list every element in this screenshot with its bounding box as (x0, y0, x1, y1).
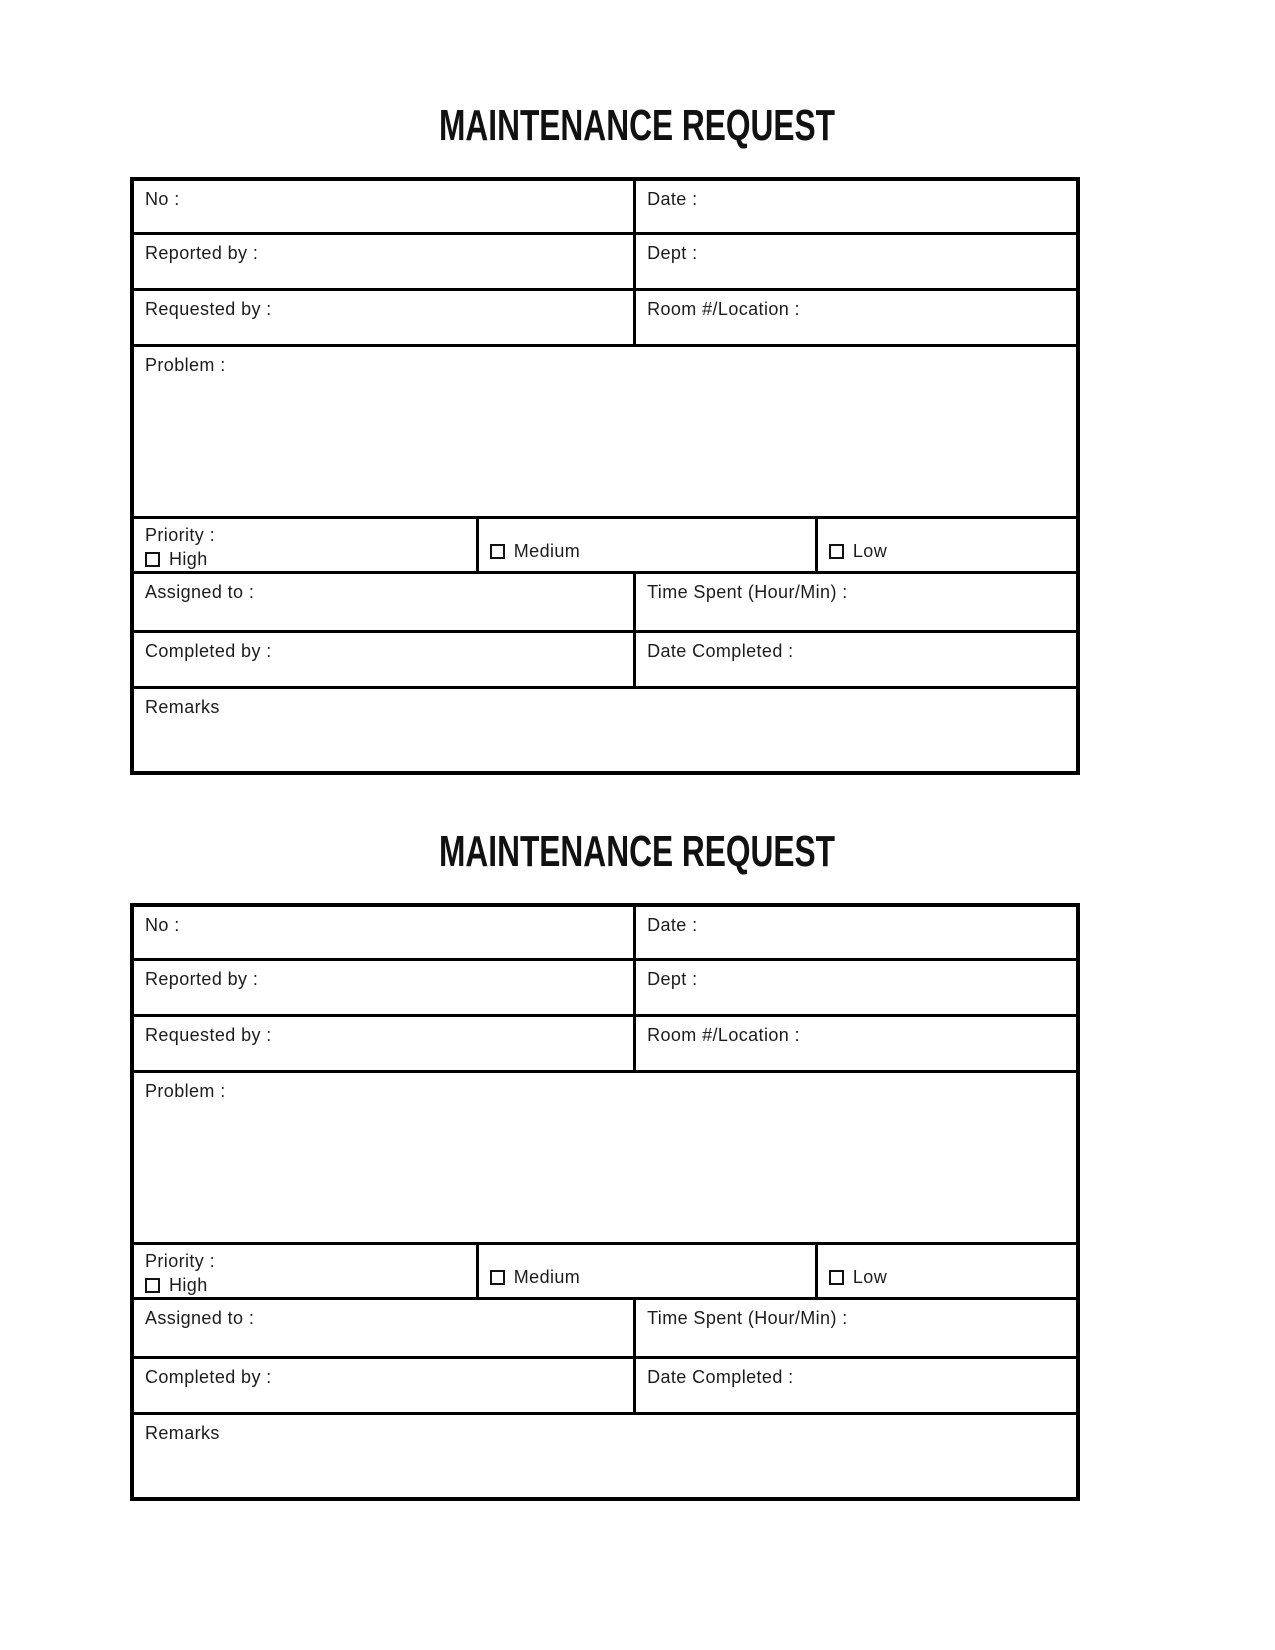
high-checkbox[interactable] (145, 1278, 160, 1293)
remarks-label: Remarks (145, 697, 220, 717)
priority-high-option[interactable] (145, 1273, 468, 1297)
low-label: Low (852, 541, 888, 561)
room-location-label: Room #/Location : (647, 1025, 800, 1045)
form-row (134, 1300, 1076, 1359)
completed-by-label: Completed by : (145, 1367, 272, 1387)
completed-by-field[interactable] (134, 1359, 636, 1412)
reported-by-field[interactable] (134, 235, 636, 288)
high-checkbox[interactable] (145, 552, 160, 567)
form-row (134, 347, 1076, 519)
priority-label: Priority : (145, 1251, 216, 1271)
form-row (134, 689, 1076, 771)
priority-low-cell (818, 1245, 1076, 1297)
form-row (134, 291, 1076, 347)
requested-by-label: Requested by : (145, 1025, 272, 1045)
remarks-field[interactable] (134, 689, 1076, 771)
low-checkbox[interactable] (829, 544, 844, 559)
form-row (134, 1073, 1076, 1245)
form-title (0, 101, 1275, 150)
form-row (134, 1017, 1076, 1073)
priority-high-option[interactable] (145, 547, 468, 571)
problem-field[interactable] (134, 347, 1076, 516)
reported-by-label: Reported by : (145, 969, 259, 989)
dept-field[interactable] (636, 961, 1076, 1014)
no-field[interactable] (134, 907, 636, 958)
low-checkbox[interactable] (829, 1270, 844, 1285)
time-spent-label: Time Spent (Hour/Min) : (647, 1308, 848, 1328)
priority-medium-cell (479, 1245, 818, 1297)
dept-label: Dept : (647, 243, 698, 263)
requested-by-field[interactable] (134, 1017, 636, 1070)
no-label: No : (145, 189, 180, 209)
priority-label: Priority : (145, 525, 216, 545)
requested-by-label: Requested by : (145, 299, 272, 319)
date-label: Date : (647, 915, 698, 935)
form-row (134, 1359, 1076, 1415)
remarks-field[interactable] (134, 1415, 1076, 1497)
date-field[interactable] (636, 907, 1076, 958)
problem-label: Problem : (145, 355, 226, 375)
form-row (134, 574, 1076, 633)
problem-label: Problem : (145, 1081, 226, 1101)
medium-label: Medium (513, 541, 581, 561)
form-row (134, 633, 1076, 689)
medium-checkbox[interactable] (490, 1270, 505, 1285)
time-spent-label: Time Spent (Hour/Min) : (647, 582, 848, 602)
high-label: High (169, 549, 208, 569)
form-row (134, 961, 1076, 1017)
remarks-label: Remarks (145, 1423, 220, 1443)
date-completed-label: Date Completed : (647, 1367, 794, 1387)
date-label: Date : (647, 189, 698, 209)
low-label: Low (852, 1267, 888, 1287)
priority-medium-option[interactable] (490, 539, 580, 563)
time-spent-field[interactable] (636, 1300, 1076, 1356)
priority-low-cell (818, 519, 1076, 571)
room-location-label: Room #/Location : (647, 299, 800, 319)
no-label: No : (145, 915, 180, 935)
form-title-text: MAINTENANCE REQUEST (439, 101, 836, 150)
reported-by-label: Reported by : (145, 243, 259, 263)
assigned-to-field[interactable] (134, 574, 636, 630)
form-row (134, 235, 1076, 291)
priority-low-option[interactable] (829, 1265, 887, 1289)
completed-by-label: Completed by : (145, 641, 272, 661)
problem-field[interactable] (134, 1073, 1076, 1242)
priority-high-cell (134, 519, 479, 571)
high-label: High (169, 1275, 208, 1295)
dept-label: Dept : (647, 969, 698, 989)
assigned-to-label: Assigned to : (145, 1308, 255, 1328)
date-completed-label: Date Completed : (647, 641, 794, 661)
reported-by-field[interactable] (134, 961, 636, 1014)
time-spent-field[interactable] (636, 574, 1076, 630)
priority-low-option[interactable] (829, 539, 887, 563)
assigned-to-label: Assigned to : (145, 582, 255, 602)
form-row (134, 907, 1076, 961)
date-completed-field[interactable] (636, 1359, 1076, 1412)
form-title (0, 827, 1275, 876)
priority-row (134, 519, 1076, 574)
no-field[interactable] (134, 181, 636, 232)
maintenance-form (130, 177, 1080, 775)
form-title-text: MAINTENANCE REQUEST (439, 827, 836, 876)
medium-label: Medium (513, 1267, 581, 1287)
assigned-to-field[interactable] (134, 1300, 636, 1356)
medium-checkbox[interactable] (490, 544, 505, 559)
room-location-field[interactable] (636, 1017, 1076, 1070)
maintenance-form (130, 903, 1080, 1501)
dept-field[interactable] (636, 235, 1076, 288)
date-field[interactable] (636, 181, 1076, 232)
requested-by-field[interactable] (134, 291, 636, 344)
form-row (134, 1415, 1076, 1497)
form-row (134, 181, 1076, 235)
room-location-field[interactable] (636, 291, 1076, 344)
completed-by-field[interactable] (134, 633, 636, 686)
priority-high-cell (134, 1245, 479, 1297)
date-completed-field[interactable] (636, 633, 1076, 686)
priority-medium-cell (479, 519, 818, 571)
priority-row (134, 1245, 1076, 1300)
priority-medium-option[interactable] (490, 1265, 580, 1289)
